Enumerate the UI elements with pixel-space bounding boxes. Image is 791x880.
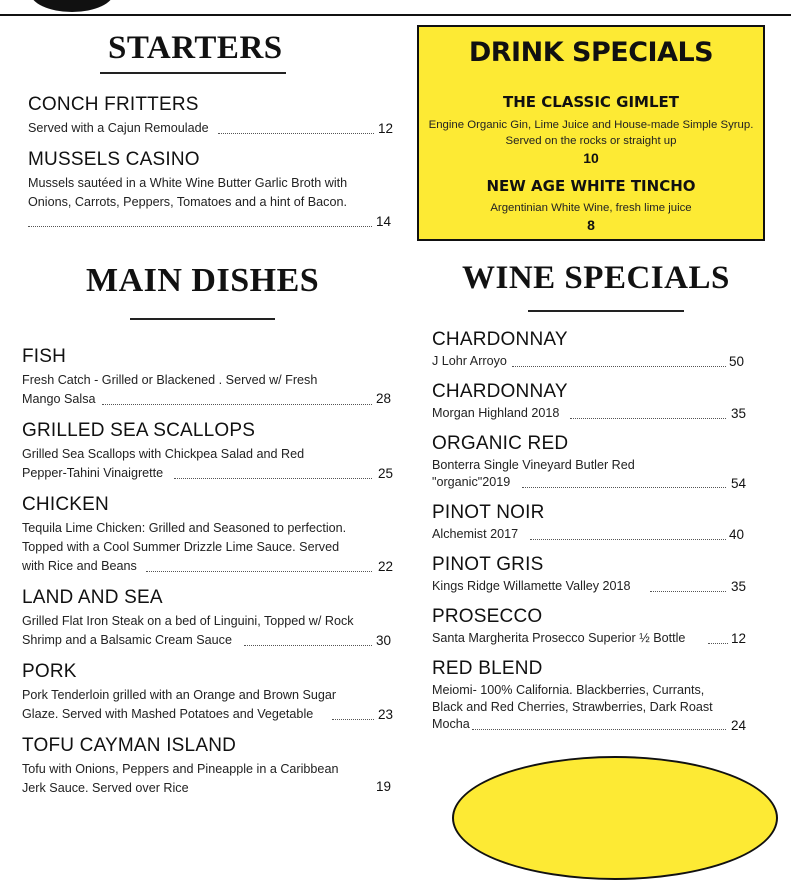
main-item-price: 23 <box>378 707 394 722</box>
price-leader <box>522 487 726 488</box>
drink-specials-box <box>417 25 765 241</box>
price-leader <box>28 226 372 227</box>
starter-item-name: CONCH FRITTERS <box>28 94 199 115</box>
wine-item-name: PINOT GRIS <box>432 554 544 575</box>
main-item-desc: Glaze. Served with Mashed Potatoes and Vegetable <box>22 707 314 721</box>
starters-title: STARTERS <box>108 30 283 66</box>
wine-item-desc: Santa Margherita Prosecco Superior ½ Bottle <box>432 631 686 645</box>
price-leader <box>244 645 372 646</box>
drink-item-price: 8 <box>587 217 595 233</box>
starter-item-desc: Mussels sautéed in a White Wine Butter Garlic Broth with <box>28 176 348 190</box>
main-item-desc: Tofu with Onions, Peppers and Pineapple in a Caribbean <box>22 762 339 776</box>
main-item-price: 22 <box>378 559 394 574</box>
wine-item-name: PINOT NOIR <box>432 502 545 523</box>
wine-item-price: 35 <box>731 579 747 594</box>
main-item-desc: with Rice and Beans <box>22 559 137 573</box>
main-item-desc: Grilled Flat Iron Steak on a bed of Linguini, Topped w/ Rock <box>22 614 354 628</box>
main-item-name: FISH <box>22 346 67 367</box>
wine-item-desc: Kings Ridge Willamette Valley 2018 <box>432 579 631 593</box>
drink-item-desc: Served on the rocks or straight up <box>505 135 677 147</box>
main-item-desc: Shrimp and a Balsamic Cream Sauce <box>22 633 232 647</box>
wine-item-desc: Mocha <box>432 717 470 731</box>
wine-item-desc: Alchemist 2017 <box>432 527 519 541</box>
price-leader <box>218 133 374 134</box>
main-item-desc: Topped with a Cool Summer Drizzle Lime Sauce. Served <box>22 540 340 554</box>
wine-item-name: ORGANIC RED <box>432 433 569 454</box>
starter-item-price: 14 <box>376 214 392 229</box>
starter-item-name: MUSSELS CASINO <box>28 149 200 170</box>
wine-item-price: 50 <box>729 354 745 369</box>
main-item-name: LAND AND SEA <box>22 587 163 608</box>
price-leader <box>512 366 726 367</box>
starter-item-desc: Served with a Cajun Remoulade <box>28 121 209 135</box>
wine-item-price: 12 <box>731 631 747 646</box>
main-dishes-title-rule <box>130 318 275 320</box>
starters-title-rule <box>100 72 286 74</box>
main-item-desc: Mango Salsa <box>22 392 96 406</box>
main-item-desc: Pork Tenderloin grilled with an Orange and Brown Sugar <box>22 688 337 702</box>
wine-item-desc: "organic"2019 <box>432 475 511 489</box>
price-leader <box>708 643 728 644</box>
wine-item-price: 35 <box>731 406 747 421</box>
main-dishes-title: MAIN DISHES <box>86 262 320 299</box>
main-item-desc: Pepper-Tahini Vinaigrette <box>22 466 164 480</box>
main-item-price: 28 <box>376 391 392 406</box>
wine-item-desc: Black and Red Cherries, Strawberries, Dark Roast <box>432 700 713 714</box>
price-leader <box>174 478 372 479</box>
header-divider <box>0 14 791 16</box>
wine-item-name: RED BLEND <box>432 658 543 679</box>
price-leader <box>146 571 372 572</box>
drink-item-price: 10 <box>583 150 599 166</box>
price-leader <box>102 404 372 405</box>
main-item-desc: Tequila Lime Chicken: Grilled and Seasoned to perfection. <box>22 521 347 535</box>
wine-specials-title: WINE SPECIALS <box>462 260 730 296</box>
drink-item-name: THE CLASSIC GIMLET <box>502 93 680 111</box>
yellow-badge <box>452 756 778 880</box>
wine-item-price: 24 <box>731 718 747 733</box>
main-item-price: 30 <box>376 633 392 648</box>
starter-item-price: 12 <box>378 121 394 136</box>
wine-item-name: CHARDONNAY <box>432 381 568 402</box>
wine-item-desc: J Lohr Arroyo <box>432 354 507 368</box>
main-item-desc: Grilled Sea Scallops with Chickpea Salad and Red <box>22 447 305 461</box>
wine-item-desc: Meiomi- 100% California. Blackberries, Currants, <box>432 683 705 697</box>
drink-item-name: NEW AGE WHITE TINCHO <box>486 177 696 195</box>
main-item-desc: Jerk Sauce. Served over Rice <box>22 781 189 795</box>
drink-specials-title: DRINK SPECIALS <box>468 37 714 68</box>
wine-item-desc: Morgan Highland 2018 <box>432 406 560 420</box>
main-item-price: 19 <box>376 779 392 794</box>
price-leader <box>650 591 726 592</box>
wine-item-name: CHARDONNAY <box>432 329 568 350</box>
price-leader <box>472 729 726 730</box>
main-item-price: 25 <box>378 466 394 481</box>
main-item-name: PORK <box>22 661 77 682</box>
wine-item-price: 54 <box>731 476 747 491</box>
drink-item-desc: Engine Organic Gin, Lime Juice and House-made Simple Syrup. <box>428 119 754 131</box>
wine-specials-title-rule <box>528 310 684 312</box>
restaurant-logo <box>30 0 114 12</box>
drink-item-desc: Argentinian White Wine, fresh lime juice <box>490 202 692 214</box>
main-item-name: CHICKEN <box>22 494 109 515</box>
wine-item-name: PROSECCO <box>432 606 543 627</box>
wine-item-price: 40 <box>729 527 745 542</box>
wine-item-desc: Bonterra Single Vineyard Butler Red <box>432 458 635 472</box>
price-leader <box>570 418 726 419</box>
main-item-name: TOFU CAYMAN ISLAND <box>22 735 237 756</box>
price-leader <box>332 719 374 720</box>
starter-item-desc: Onions, Carrots, Peppers, Tomatoes and a hint of Bacon. <box>28 195 347 209</box>
main-item-desc: Fresh Catch - Grilled or Blackened . Served w/ Fresh <box>22 373 318 387</box>
main-item-name: GRILLED SEA SCALLOPS <box>22 420 256 441</box>
price-leader <box>530 539 726 540</box>
